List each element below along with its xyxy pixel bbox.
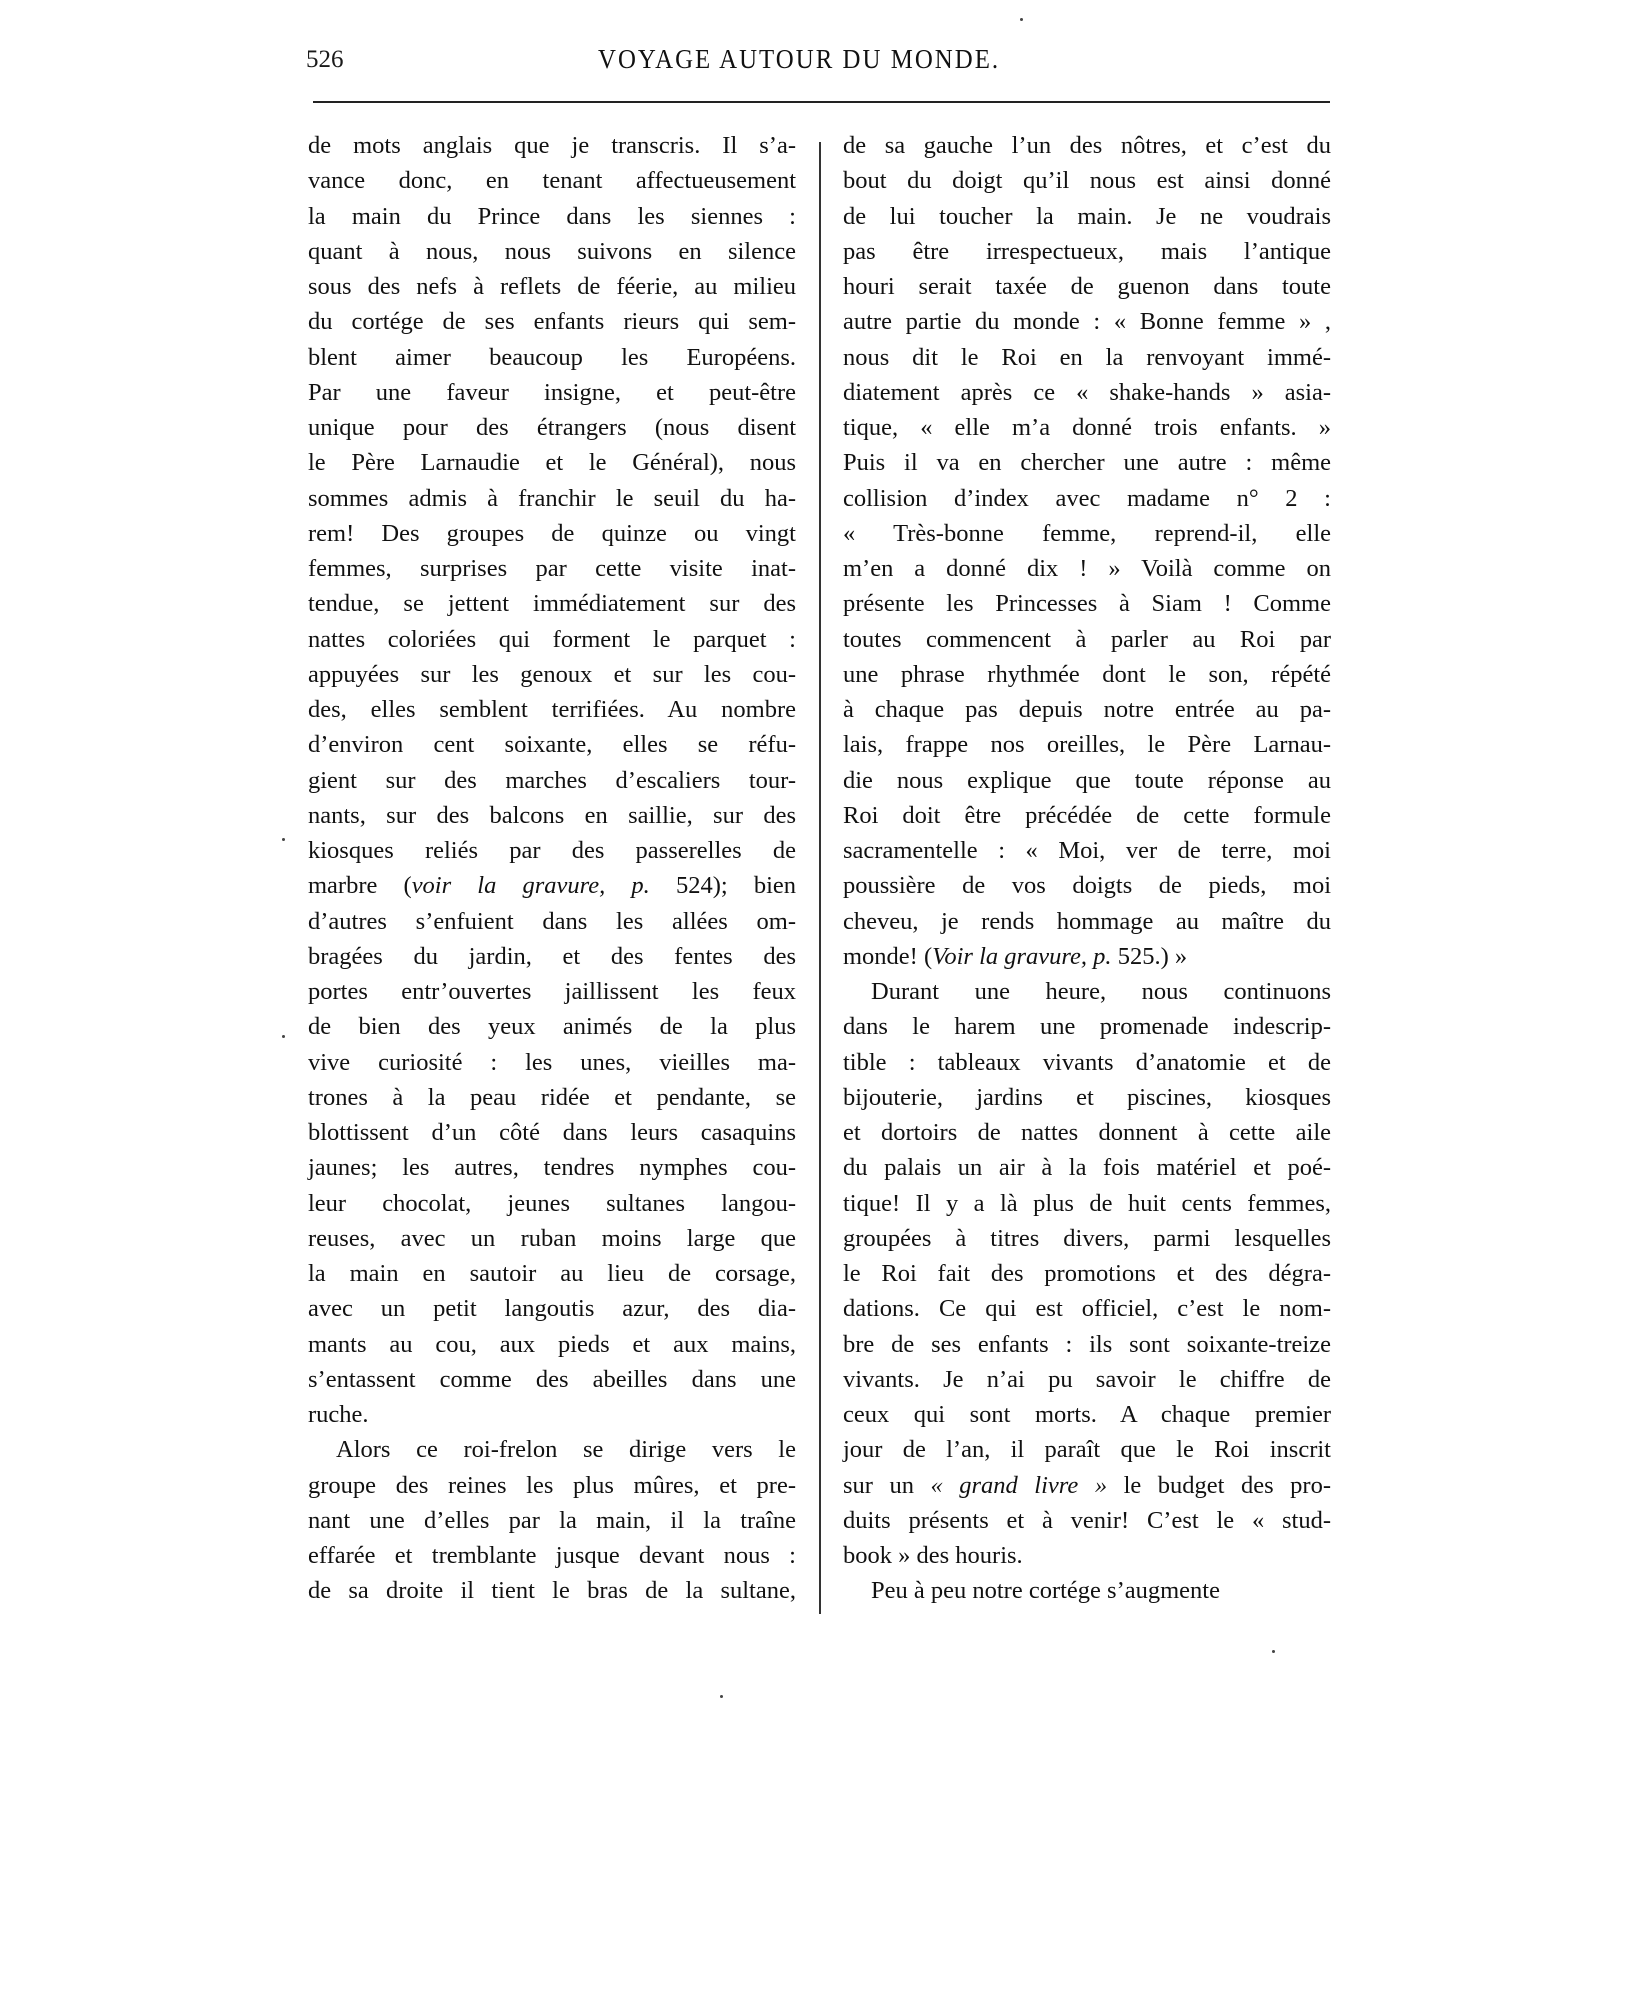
text-line: bijouterie, jardins et piscines, kiosques <box>843 1083 1331 1111</box>
text-line: Puis il va en chercher une autre : même <box>843 449 1331 477</box>
text-segment: marbre ( <box>308 872 412 900</box>
text-line: nant une d’elles par la main, il la traîne <box>308 1506 796 1534</box>
print-speck <box>720 1695 723 1698</box>
text-line: d’environ cent soixante, elles se réfu- <box>308 731 796 759</box>
text-line: Par une faveur insigne, et peut-être <box>308 378 796 406</box>
running-title: VOYAGE AUTOUR DU MONDE. <box>598 44 1001 74</box>
text-line: ruche. <box>308 1401 369 1428</box>
text-line: vivants. Je n’ai pu savoir le chiffre de <box>843 1365 1331 1393</box>
text-line: sous des nefs à reflets de féerie, au milieu <box>308 273 796 300</box>
text-line: poussière de vos doigts de pieds, moi <box>843 872 1331 900</box>
text-line: rem! Des groupes de quinze ou vingt <box>308 519 796 547</box>
text-line: dations. Ce qui est officiel, c’est le nom- <box>843 1295 1331 1323</box>
text-line: femmes, surprises par cette visite inat- <box>308 555 796 582</box>
text-line: houri serait taxée de guenon dans toute <box>843 273 1331 300</box>
print-speck <box>1272 1650 1275 1653</box>
text-line: quant à nous, nous suivons en silence <box>308 237 796 265</box>
text-line: vive curiosité : les unes, vieilles ma- <box>308 1048 796 1076</box>
text-line: reuses, avec un ruban moins large que <box>308 1224 796 1252</box>
text-line: kiosques reliés par des passerelles de <box>308 837 796 864</box>
text-line: à chaque pas depuis notre entrée au pa- <box>843 696 1331 723</box>
text-line: effarée et tremblante jusque devant nous : <box>308 1542 796 1569</box>
text-line: leur chocolat, jeunes sultanes langou- <box>308 1189 796 1217</box>
text-line: de sa droite il tient le bras de la sultane, <box>308 1577 796 1605</box>
text-line: groupe des reines les plus mûres, et pre- <box>308 1471 796 1499</box>
right-column <box>843 128 1331 1609</box>
text-line: la main en sautoir au lieu de corsage, <box>308 1260 796 1287</box>
text-line: pas être irrespectueux, mais l’antique <box>843 237 1331 265</box>
text-line: tible : tableaux vivants d’anatomie et de <box>843 1048 1331 1076</box>
text-line: de sa gauche l’un des nôtres, et c’est du <box>843 132 1331 159</box>
text-line: présente les Princesses à Siam ! Comme <box>843 590 1331 618</box>
text-segment: 525.) » <box>1111 942 1188 970</box>
text-segment: sur un <box>843 1471 931 1499</box>
page-number: 526 <box>306 46 344 73</box>
text-segment: monde! ( <box>843 942 933 970</box>
text-line: duits présents et à venir! C’est le « stud- <box>843 1506 1331 1534</box>
text-line: blent aimer beaucoup les Européens. <box>308 343 796 371</box>
text-line: de bien des yeux animés de la plus <box>308 1013 796 1041</box>
text-line: jour de l’an, il paraît que le Roi inscrit <box>843 1436 1331 1464</box>
text-line: die nous explique que toute réponse au <box>843 766 1331 794</box>
text-line: de mots anglais que je transcris. Il s’a- <box>308 132 796 159</box>
text-line: Roi doit être précédée de cette formule <box>843 801 1331 829</box>
text-line: du cortége de ses enfants rieurs qui sem- <box>308 308 796 336</box>
text-line: sacramentelle : « Moi, ver de terre, moi <box>843 837 1331 864</box>
text-line: d’autres s’enfuient dans les allées om- <box>308 907 796 935</box>
text-line: Alors ce roi-frelon se dirige vers le <box>336 1436 796 1464</box>
text-line: le Roi fait des promotions et des dégra- <box>843 1260 1331 1287</box>
text-segment: 524); bien <box>649 872 796 900</box>
text-line <box>843 939 1331 974</box>
text-line: tendue, se jettent immédiatement sur des <box>308 590 796 618</box>
text-line: sommes admis à franchir le seuil du ha- <box>308 484 796 512</box>
text-line: lais, frappe nos oreilles, le Père Larnau- <box>843 731 1331 759</box>
header-rule <box>313 101 1330 103</box>
text-line: jaunes; les autres, tendres nymphes cou- <box>308 1154 796 1182</box>
text-line: Peu à peu notre cortége s’augmente <box>871 1577 1220 1605</box>
text-line: dans le harem une promenade indescrip- <box>843 1013 1331 1041</box>
print-speck <box>282 838 285 841</box>
italic-reference: Voir la gravure, p. <box>932 942 1112 970</box>
text-line <box>843 1468 1331 1503</box>
text-line: book » des houris. <box>843 1542 1023 1569</box>
text-line: vance donc, en tenant affectueusement <box>308 167 796 195</box>
text-line: et dortoirs de nattes donnent à cette aile <box>843 1119 1331 1146</box>
text-line: autre partie du monde : « Bonne femme » , <box>843 308 1331 336</box>
text-line: ceux qui sont morts. A chaque premier <box>843 1401 1331 1428</box>
text-line: diatement après ce « shake-hands » asia- <box>843 378 1331 406</box>
text-line: bre de ses enfants : ils sont soixante-treize <box>843 1330 1331 1358</box>
text-line: de lui toucher la main. Je ne voudrais <box>843 202 1331 230</box>
text-line: m’en a donné dix ! » Voilà comme on <box>843 555 1331 582</box>
text-line: du palais un air à la fois matériel et poé- <box>843 1154 1331 1182</box>
text-line: une phrase rhythmée dont le son, répété <box>843 660 1331 688</box>
text-line: unique pour des étrangers (nous disent <box>308 414 796 441</box>
text-line: avec un petit langoutis azur, des dia- <box>308 1295 796 1323</box>
text-line: cheveu, je rends hommage au maître du <box>843 907 1331 935</box>
text-line: Durant une heure, nous continuons <box>871 978 1331 1005</box>
text-line: s’entassent comme des abeilles dans une <box>308 1365 796 1393</box>
text-line: groupées à titres divers, parmi lesquelles <box>843 1224 1331 1252</box>
text-line: tique! Il y a là plus de huit cents femmes, <box>843 1189 1331 1217</box>
text-line: des, elles semblent terrifiées. Au nombre <box>308 696 796 723</box>
print-speck <box>282 1035 285 1038</box>
text-line: la main du Prince dans les siennes : <box>308 202 796 230</box>
text-line <box>308 868 796 903</box>
text-line: nants, sur des balcons en saillie, sur des <box>308 801 796 829</box>
column-divider <box>819 142 821 1614</box>
italic-reference: voir la gravure, p. <box>411 872 650 900</box>
text-line: bout du doigt qu’il nous est ainsi donné <box>843 167 1331 195</box>
text-line: gient sur des marches d’escaliers tour- <box>308 766 796 794</box>
text-segment: le budget des pro- <box>1107 1471 1331 1499</box>
text-line: collision d’index avec madame n° 2 : <box>843 484 1331 512</box>
text-line: appuyées sur les genoux et sur les cou- <box>308 660 796 688</box>
italic-reference: « grand livre » <box>930 1471 1108 1499</box>
text-line: le Père Larnaudie et le Général), nous <box>308 449 796 477</box>
text-line: blottissent d’un côté dans leurs casaquins <box>308 1119 796 1146</box>
text-line: trones à la peau ridée et pendante, se <box>308 1083 796 1111</box>
text-line: nattes coloriées qui forment le parquet : <box>308 625 796 653</box>
text-line: « Très-bonne femme, reprend-il, elle <box>843 519 1331 547</box>
print-speck <box>1020 18 1023 21</box>
text-line: tique, « elle m’a donné trois enfants. » <box>843 414 1331 441</box>
text-line: toutes commencent à parler au Roi par <box>843 625 1331 653</box>
text-line: portes entr’ouvertes jaillissent les feux <box>308 978 796 1005</box>
left-column <box>308 128 796 1609</box>
text-line: nous dit le Roi en la renvoyant immé- <box>843 343 1331 371</box>
text-line: bragées du jardin, et des fentes des <box>308 942 796 970</box>
text-line: mants au cou, aux pieds et aux mains, <box>308 1330 796 1358</box>
